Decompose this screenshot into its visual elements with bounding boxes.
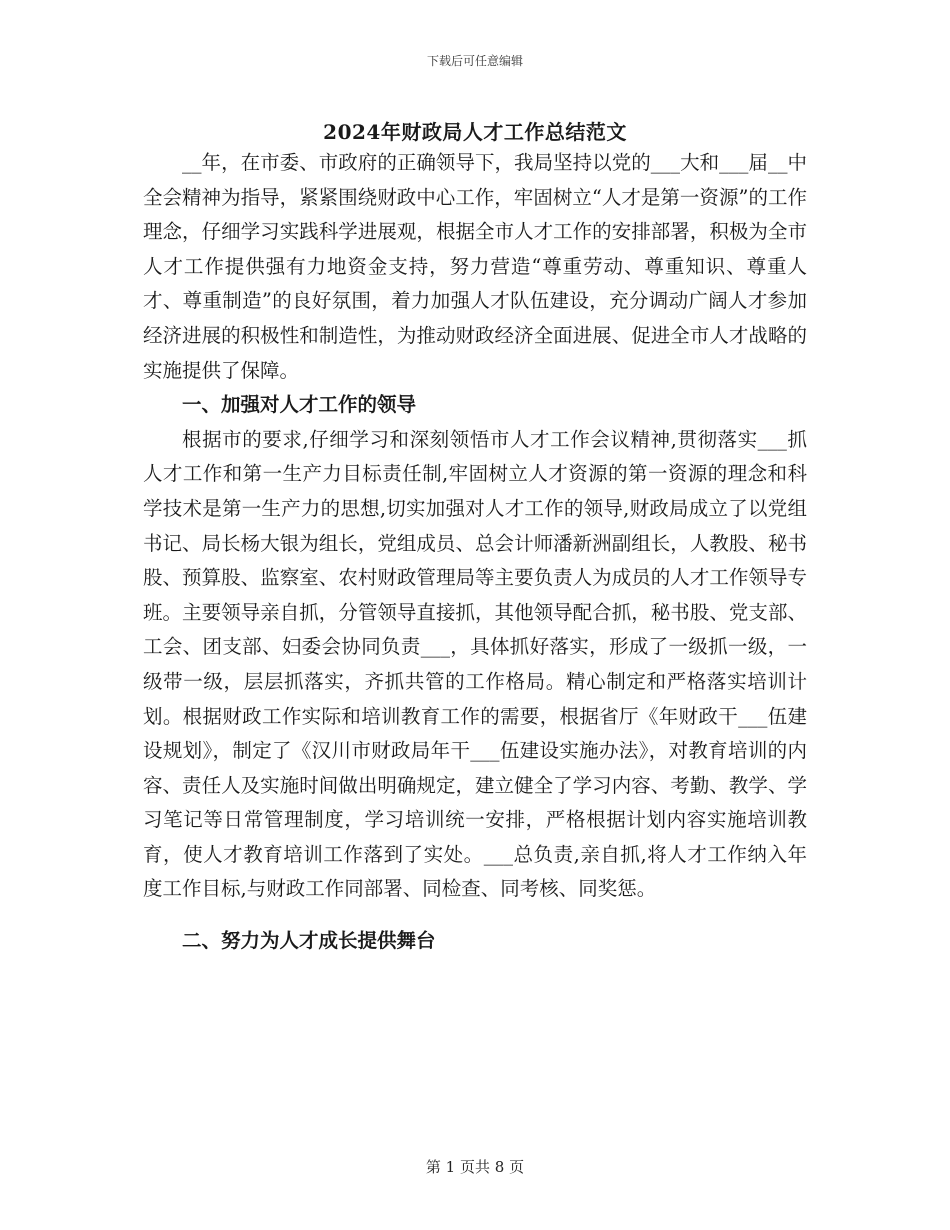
- header-note: 下载后可任意编辑: [426, 54, 523, 68]
- section-1-heading: 一、加强对人才工作的领导: [182, 393, 417, 417]
- intro-paragraph: __年，在市委、市政府的正确领导下，我局坚持以党的___大和___届__中全会精神为指导，紧紧围绕财政中心工作，牢固树立“人才是第一资源”的工作理念，仔细学习实践科学进展观，根据全市人才工作的安排部署，积极为全市人才工作提供强有力地资金支持，努力营造“尊重劳动、尊重知识、尊重人才、尊重制造”的良好氛围，着力加强人才队伍建设，充分调动广阔人才参加经济进展的积极性和制造性，为推动财政经济全面进展、促进全市人才战略的实施提供了保障。: [143, 151, 807, 382]
- document-body: [143, 146, 807, 959]
- section-spacer: [143, 907, 807, 924]
- page-number-footer: 第 1 页共 8 页: [425, 1158, 525, 1176]
- section-2-heading: 二、努力为人才成长提供舞台: [182, 929, 436, 953]
- section-1-paragraph: 根据市的要求,仔细学习和深刻领悟市人才工作会议精神,贯彻落实___抓人才工作和第一生产力目标责任制,牢固树立人才资源的第一资源的理念和科学技术是第一生产力的思想,切实加强对人才工作的领导,财政局成立了以党组书记、局长杨大银为组长，党组成员、总会计师潘新洲副组长，人教股、秘书股、预算股、监察室、农村财政管理局等主要负责人为成员的人才工作领导专班。主要领导亲自抓，分管领导直接抓，其他领导配合抓，秘书股、党支部、工会、团支部、妇委会协同负责___，具体抓好落实，形成了一级抓一级，一级带一级，层层抓落实，齐抓共管的工作格局。精心制定和严格落实培训计划。根据财政工作实际和培训教育工作的需要，根据省厅《年财政干___伍建设规划》，制定了《汉川市财政局年干___伍建设实施办法》，对教育培训的内容、责任人及实施时间做出明确规定，建立健全了学习内容、考勤、教学、学习笔记等日常管理制度，学习培训统一安排，严格根据计划内容实施培训教育，使人才教育培训工作落到了实处。___总负责,亲自抓,将人才工作纳入年度工作目标,与财政工作同部署、同检查、同考核、同奖惩。: [143, 427, 807, 901]
- document-title: 2024年财政局人才工作总结范文: [323, 120, 627, 144]
